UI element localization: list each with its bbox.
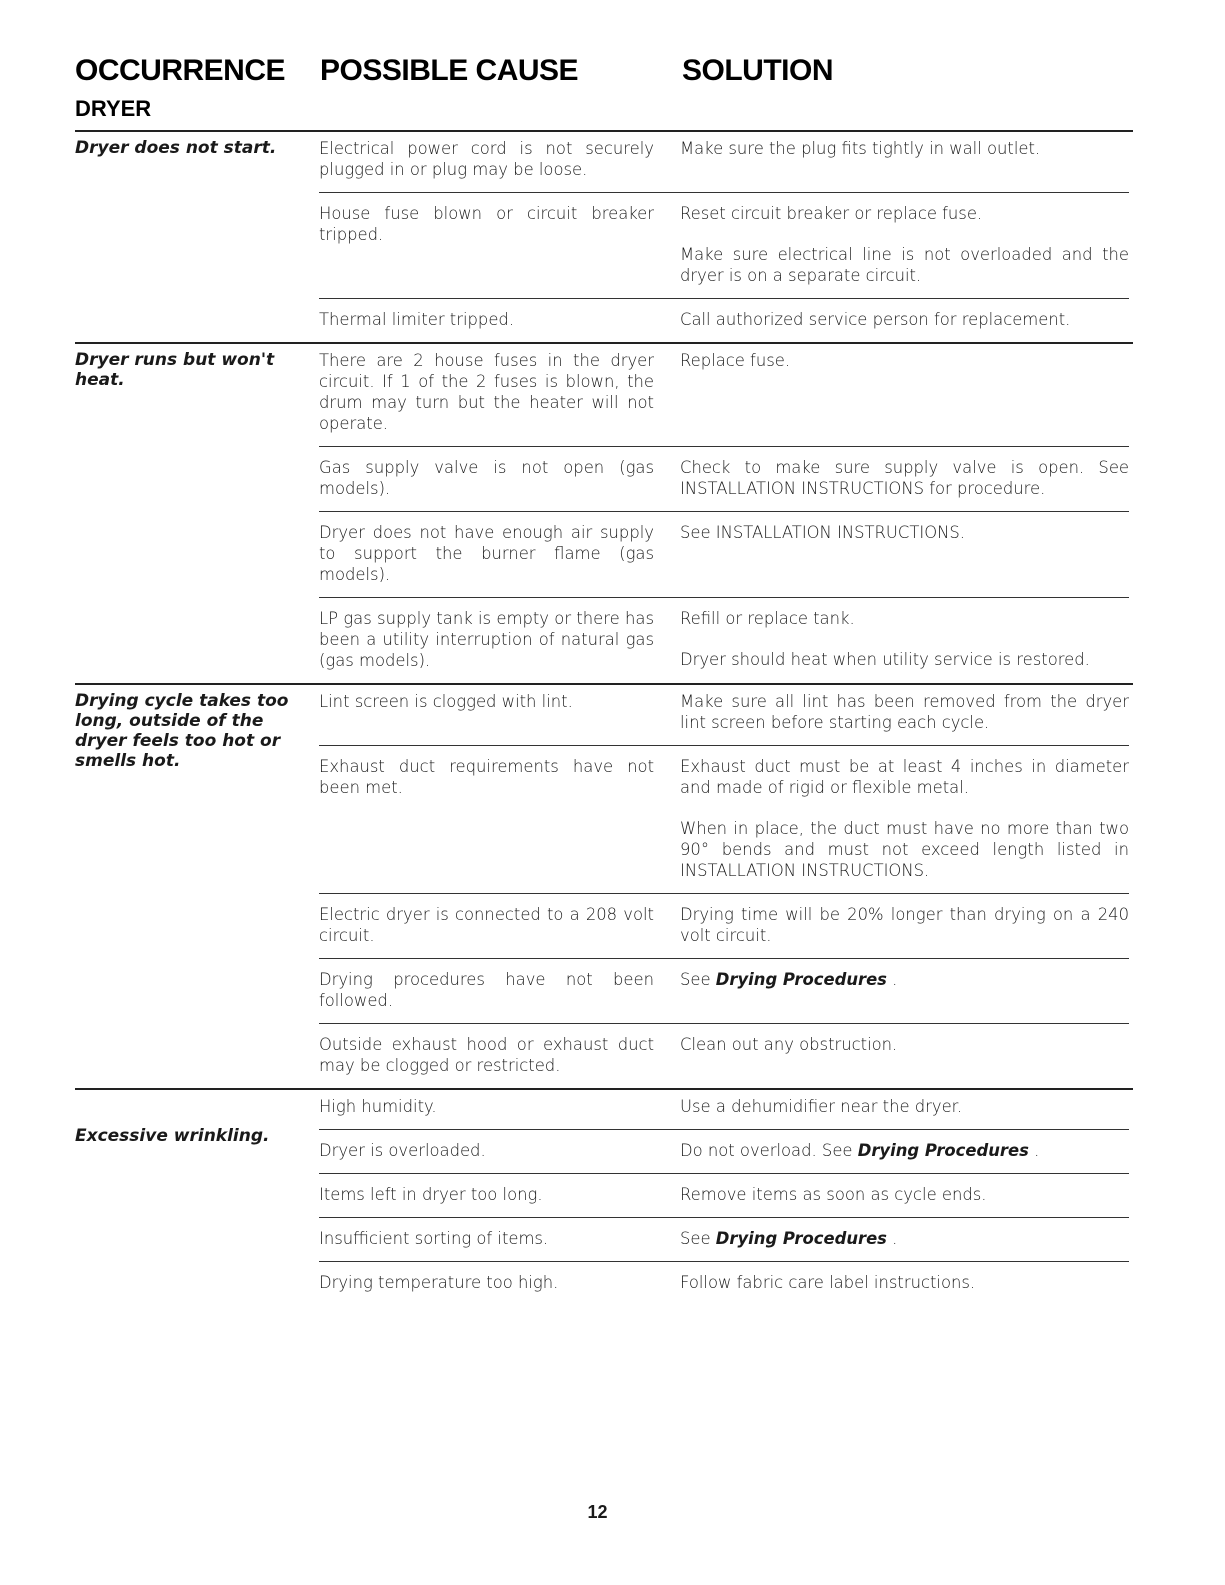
solution-cell <box>680 969 1129 1011</box>
possible-cause-text: Drying temperature too high. <box>319 1273 559 1292</box>
drying-procedures-reference: Drying Procedures <box>715 970 887 989</box>
cause-solution-row <box>319 958 1129 1023</box>
possible-cause-text: Items left in dryer too long. <box>319 1185 543 1204</box>
possible-cause-text: Dryer is overloaded. <box>319 1141 486 1160</box>
solution-cell <box>680 1140 1129 1161</box>
solution-cell <box>680 904 1129 946</box>
solution-text <box>680 1228 1129 1249</box>
occurrence-label: Dryer runs but won't heat. <box>75 350 275 390</box>
solution-text: Dryer should heat when utility service is restored. <box>680 650 1090 669</box>
occurrence-group <box>75 130 1133 342</box>
solution-prefix: See <box>680 1229 711 1248</box>
cause-solution-row <box>319 511 1129 597</box>
possible-cause-text: Electric dryer is connected to a 208 volt circuit. <box>319 905 654 945</box>
solution-suffix: . <box>892 1229 898 1248</box>
solution-cell <box>680 457 1129 499</box>
solution-text <box>680 969 1129 990</box>
cause-solution-row <box>319 1173 1129 1217</box>
possible-cause-text: Outside exhaust hood or exhaust duct may be clogged or restricted. <box>319 1035 654 1075</box>
solution-cell <box>680 309 1129 330</box>
possible-cause-text: Thermal limiter tripped. <box>319 310 515 329</box>
occurrence-label: Excessive wrinkling. <box>75 1126 270 1146</box>
solution-cell <box>680 1272 1129 1293</box>
solution-suffix: . <box>1034 1141 1040 1160</box>
possible-cause-text: Lint screen is clogged with lint. <box>319 692 573 711</box>
cause-solution-row <box>319 691 1129 745</box>
cause-solution-row <box>319 1096 1129 1129</box>
cause-solution-row <box>319 745 1129 893</box>
solution-text: When in place, the duct must have no more than two 90° bends and must not exceed length listed in INSTALLATION INSTRUCTIONS. <box>680 819 1129 880</box>
cause-solution-row <box>319 298 1129 342</box>
troubleshooting-table <box>75 130 1133 1305</box>
solution-text <box>680 1140 1129 1161</box>
solution-prefix: See <box>680 970 711 989</box>
solution-cell <box>680 1228 1129 1249</box>
possible-cause-text: Exhaust duct requirements have not been met. <box>319 757 654 797</box>
solution-cell <box>680 1034 1129 1076</box>
solution-text: Use a dehumidifier near the dryer. <box>680 1097 963 1116</box>
possible-cause-text: There are 2 house fuses in the dryer circuit. If 1 of the 2 fuses is blown, the drum may turn but the heater will not operate. <box>319 351 654 433</box>
possible-cause-text: Insufficient sorting of items. <box>319 1229 549 1248</box>
cause-solution-row <box>319 350 1129 446</box>
possible-cause-text: Gas supply valve is not open (gas models). <box>319 458 654 498</box>
drying-procedures-reference: Drying Procedures <box>857 1141 1029 1160</box>
solution-text: Refill or replace tank. <box>680 609 855 628</box>
solution-text: See INSTALLATION INSTRUCTIONS. <box>680 523 965 542</box>
solution-text: Make sure the plug fits tightly in wall outlet. <box>680 139 1041 158</box>
occurrence-label: Drying cycle takes too long, outside of the dryer feels too hot or smells hot. <box>75 691 289 771</box>
possible-cause-text: Drying procedures have not been followed. <box>319 970 654 1010</box>
possible-cause-heading: POSSIBLE CAUSE <box>320 54 579 87</box>
solution-text: Follow fabric care label instructions. <box>680 1273 976 1292</box>
section-title-dryer: DRYER <box>75 96 152 121</box>
occurrence-heading: OCCURRENCE <box>75 54 286 87</box>
possible-cause-text: LP gas supply tank is empty or there has been a utility interruption of natural gas (gas models). <box>319 609 654 670</box>
solution-text: Remove items as soon as cycle ends. <box>680 1185 987 1204</box>
solution-cell <box>680 350 1129 434</box>
cause-solution-row <box>319 893 1129 958</box>
solution-text: Check to make sure supply valve is open. See INSTALLATION INSTRUCTIONS for procedure. <box>680 458 1129 498</box>
solution-text: Replace fuse. <box>680 351 791 370</box>
occurrence-label: Dryer does not start. <box>75 138 277 158</box>
cause-solution-rows <box>319 350 1129 683</box>
cause-solution-row <box>319 1023 1129 1088</box>
solution-cell <box>680 756 1129 881</box>
possible-cause-text: High humidity. <box>319 1097 437 1116</box>
cause-solution-rows <box>319 691 1129 1088</box>
solution-suffix: . <box>892 970 898 989</box>
solution-cell <box>680 608 1129 671</box>
solution-text: Reset circuit breaker or replace fuse. <box>680 204 983 223</box>
cause-solution-row <box>319 1129 1129 1173</box>
occurrence-group <box>75 342 1133 683</box>
cause-solution-row <box>319 1217 1129 1261</box>
solution-cell <box>680 203 1129 286</box>
cause-solution-row <box>319 192 1129 298</box>
page-number: 12 <box>587 1502 608 1522</box>
possible-cause-text: House fuse blown or circuit breaker tripped. <box>319 204 654 244</box>
solution-cell <box>680 1184 1129 1205</box>
possible-cause-text: Dryer does not have enough air supply to support the burner flame (gas models). <box>319 523 654 584</box>
solution-prefix: Do not overload. See <box>680 1141 853 1160</box>
cause-solution-row <box>319 597 1129 683</box>
cause-solution-row <box>319 138 1129 192</box>
solution-cell <box>680 1096 1129 1117</box>
solution-text: Make sure all lint has been removed from the dryer lint screen before starting each cycle. <box>680 692 1129 732</box>
solution-text: Make sure electrical line is not overloaded and the dryer is on a separate circuit. <box>680 245 1129 285</box>
solution-cell <box>680 522 1129 585</box>
solution-cell <box>680 138 1129 180</box>
occurrence-group <box>75 1088 1133 1305</box>
solution-text: Exhaust duct must be at least 4 inches in diameter and made of rigid or flexible metal. <box>680 757 1129 797</box>
cause-solution-row <box>319 1261 1129 1305</box>
cause-solution-row <box>319 446 1129 511</box>
solution-heading: SOLUTION <box>682 54 833 87</box>
cause-solution-rows <box>319 138 1129 342</box>
solution-text: Drying time will be 20% longer than drying on a 240 volt circuit. <box>680 905 1129 945</box>
solution-text: Call authorized service person for replacement. <box>680 310 1071 329</box>
solution-text: Clean out any obstruction. <box>680 1035 898 1054</box>
possible-cause-text: Electrical power cord is not securely plugged in or plug may be loose. <box>319 139 654 179</box>
solution-cell <box>680 691 1129 733</box>
cause-solution-rows <box>319 1096 1129 1305</box>
drying-procedures-reference: Drying Procedures <box>715 1229 887 1248</box>
occurrence-group <box>75 683 1133 1088</box>
